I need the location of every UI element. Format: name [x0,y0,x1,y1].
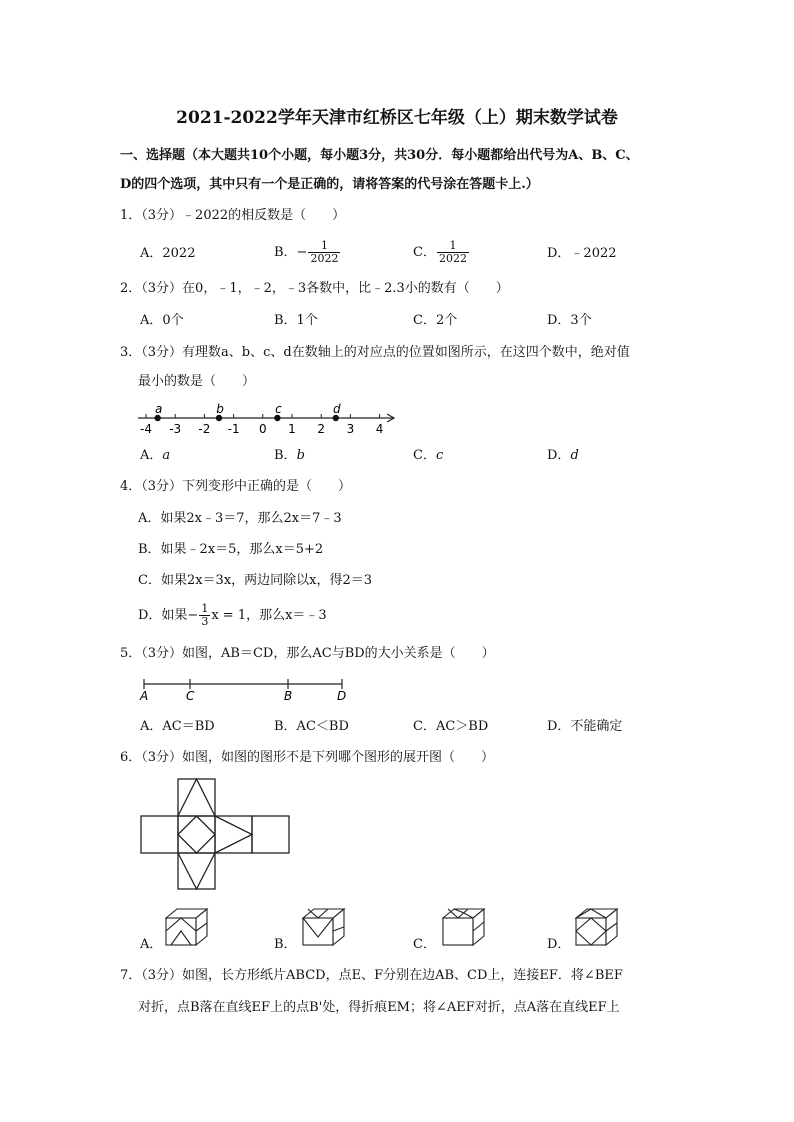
cube-option-b-figure [300,907,346,947]
number-line-tick-label: 4 [375,422,384,436]
q3-option-d [547,448,579,464]
q3-option-a [140,448,170,464]
q4-option-d-prefix: D．如果− [138,608,199,623]
number-line-tick-label: 1 [288,422,296,436]
q1-option-c-fraction [437,240,469,265]
q2-option-d: D．3个 [547,313,592,328]
q7-stem-line1: 7．（3分）如图，长方形纸片ABCD，点E、F分别在边AB、CD上，连接EF．将∠BEF [120,968,623,983]
q1-option-c-den: 2022 [438,252,467,265]
q1-option-b-prefix: B．− [274,245,308,260]
cube-option-c-figure [440,907,486,947]
q2-option-b: B．1个 [274,313,318,328]
q6-option-d: D． [547,937,571,952]
q3-stem-line1: 3．（3分）有理数a、b、c、d在数轴上的对应点的位置如图所示，在这四个数中，绝对值 [120,345,630,360]
number-line-tick-label: -4 [140,422,152,436]
segment-label-d: D [337,689,347,703]
q3-option-c-var: c [435,448,444,463]
q5-option-c: C．AC＞BD [413,719,489,734]
q1-option-b-den: 2022 [310,252,339,265]
number-line-tick-label: -3 [169,422,182,436]
q3-option-b-prefix: B． [274,448,297,463]
q3-option-b [274,448,305,464]
number-line-tick-label: -2 [198,422,211,436]
section-heading-line1: 一、选择题（本大题共10个小题，每小题3分，共30分．每小题都给出代号为A、B、C、 [120,148,639,163]
q5-option-a: A．AC＝BD [140,719,215,734]
q2-stem: 2．（3分）在0，﹣1，﹣2，﹣3各数中，比﹣2.3小的数有（ ） [120,281,509,296]
q3-option-c [413,448,443,464]
q7-stem-line2: 对折，点B落在直线EF上的点B'处，得折痕EM；将∠AEF对折，点A落在直线EF上 [138,1000,620,1015]
q1-option-c-prefix: C． [413,245,436,260]
number-line-point-label-c: c [275,402,282,416]
q1-option-b-num: 1 [308,240,340,253]
q4-option-d-fraction [199,603,210,628]
q1-option-b [274,240,341,265]
number-line-point-label-a: a [155,402,163,416]
cube-option-d-figure [573,907,619,947]
number-line-point-label-b: b [216,402,224,416]
q4-option-d-num: 1 [201,602,209,615]
q2-option-c: C．2个 [413,313,458,328]
q4-option-a: A．如果2x﹣3＝7，那么2x＝7﹣3 [138,511,342,526]
q5-option-b: B．AC＜BD [274,719,349,734]
segment-label-c: C [186,689,195,703]
q1-option-c [413,240,470,265]
segment-label-b: B [284,689,293,703]
q6-option-b: B． [274,937,297,952]
segment-figure [138,674,358,704]
q3-option-d-prefix: D． [547,448,571,463]
q2-option-a: A．0个 [140,313,184,328]
q5-option-d: D．不能确定 [547,719,623,734]
q4-option-c: C．如果2x＝3x，两边同除以x，得2＝3 [138,573,373,588]
q1-option-c-num: 1 [437,240,469,253]
q6-stem: 6．（3分）如图，如图的图形不是下列哪个图形的展开图（ ） [120,750,495,765]
q6-option-c: C． [413,937,436,952]
page-title: 2021-2022学年天津市红桥区七年级（上）期末数学试卷 [176,108,618,128]
q4-stem: 4．（3分）下列变形中正确的是（ ） [120,479,352,494]
q3-option-b-var: b [296,448,305,463]
q3-option-c-prefix: C． [413,448,436,463]
q1-option-d: D．﹣2022 [547,246,617,261]
q6-option-a: A． [140,937,163,952]
number-line-figure [136,400,406,440]
section-heading-line2: D的四个选项，其中只有一个是正确的，请将答案的代号涂在答题卡上.） [120,177,539,192]
q1-option-a: A．2022 [140,246,196,261]
number-line-tick-label: 3 [346,422,355,436]
number-line-tick-label: 0 [258,422,267,436]
cube-net-figure [140,778,320,890]
q3-option-a-var: a [162,448,171,463]
q4-option-b: B．如果﹣2x＝5，那么x＝5+2 [138,542,324,557]
q3-stem-line2: 最小的数是（ ） [138,374,256,389]
q3-option-a-prefix: A． [140,448,163,463]
q1-option-b-fraction [308,240,340,265]
q1-stem: 1．（3分）﹣2022的相反数是（ ） [120,208,346,223]
number-line-tick-label: 2 [317,422,326,436]
q5-stem: 5．（3分）如图，AB＝CD，那么AC与BD的大小关系是（ ） [120,646,495,661]
q4-option-d [138,603,327,628]
segment-label-a: A [140,689,149,703]
q3-option-d-var: d [570,448,579,463]
number-line-tick-label: -1 [227,422,240,436]
cube-option-a-figure [163,907,209,947]
q4-option-d-suffix: x = 1，那么x＝﹣3 [211,608,327,623]
q4-option-d-den: 3 [201,615,209,628]
number-line-point-label-d: d [332,402,341,416]
